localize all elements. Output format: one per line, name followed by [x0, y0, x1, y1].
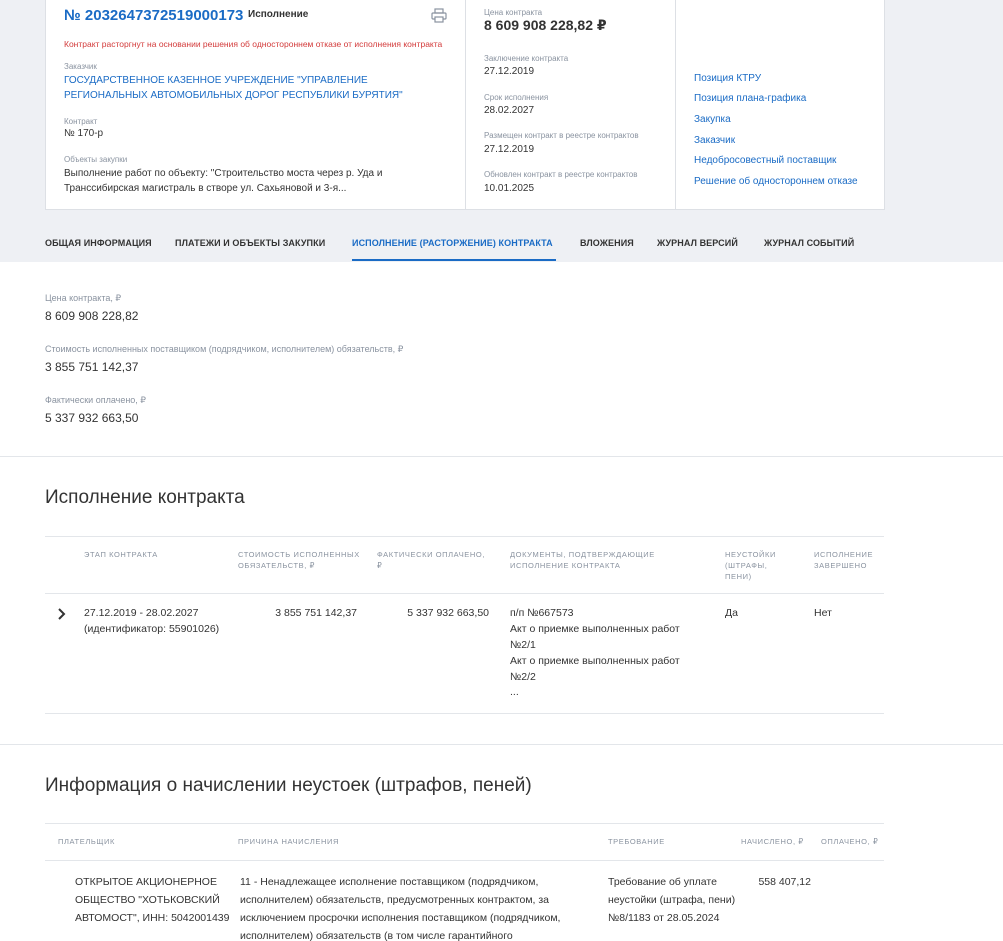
header-reason: ПРИЧИНА НАЧИСЛЕНИЯ [238, 837, 340, 846]
document-link-act-2-2[interactable]: Акт о приемке выполненных работ №2/2 [510, 655, 680, 683]
penalty-demand-link[interactable]: Требование об уплате неустойки (штрафа, пени) №8/1183 от 28.05.2024 [608, 876, 736, 924]
header-payer: ПЛАТЕЛЬЩИК [58, 837, 115, 846]
objects-value: Выполнение работ по объекту: "Строительство моста через р. Уда и Транссибирская магистраль в створе ул. Сахьяновой и 3-я... [64, 168, 383, 194]
contract-label: Контракт [64, 117, 98, 126]
deadline-label: Срок исполнения [484, 93, 549, 102]
execution-penalties: Да [725, 607, 738, 619]
execution-table-top-border [45, 536, 884, 537]
active-tab-underline [352, 259, 556, 261]
document-link-act-2-1[interactable]: Акт о приемке выполненных работ №2/1 [510, 623, 680, 651]
updated-label: Обновлен контракт в реестре контрактов [484, 170, 638, 179]
contract-summary [465, 0, 675, 209]
execution-stage: 27.12.2019 - 28.02.2027 (идентификатор: 55901026) [84, 607, 220, 635]
section-divider [0, 456, 1003, 457]
link-plan-schedule-position[interactable]: Позиция плана-графика [694, 93, 807, 104]
header-accrued: НАЧИСЛЕНО, ₽ [741, 837, 804, 846]
execution-completed: Нет [814, 607, 832, 619]
updated-value: 10.01.2025 [484, 183, 535, 194]
placed-value: 27.12.2019 [484, 144, 535, 155]
execution-header-bottom-border [45, 593, 884, 594]
price-label: Цена контракта [484, 8, 543, 17]
finance-price-value: 8 609 908 228,82 [45, 309, 139, 323]
link-unilateral-refusal[interactable]: Решение об одностороннем отказе [694, 176, 858, 187]
conclusion-label: Заключение контракта [484, 54, 569, 63]
termination-note: Контракт расторгнут на основании решения об одностороннем отказе от исполнения контракта [64, 39, 443, 49]
header-penalties: НЕУСТОЙКИ (ШТРАФЫ, ПЕНИ) [725, 550, 776, 581]
finance-executed-label: Стоимость исполненных поставщиком (подрядчиком, исполнителем) обязательств, ₽ [45, 344, 404, 354]
finance-paid-label: Фактически оплачено, ₽ [45, 395, 147, 405]
registry-number-link[interactable]: № 2032647372519000173 [64, 7, 244, 24]
related-links [675, 0, 885, 209]
penalties-table-top-border [45, 823, 884, 824]
header-completed: ИСПОЛНЕНИЕ ЗАВЕРШЕНО [814, 550, 874, 570]
execution-paid: 5 337 932 663,50 [407, 607, 489, 619]
conclusion-value: 27.12.2019 [484, 66, 535, 77]
penalty-accrued: 558 407,12 [758, 876, 811, 888]
documents-more[interactable]: ... [510, 686, 519, 698]
header-stage: ЭТАП КОНТРАКТА [84, 550, 158, 559]
header-paid: ФАКТИЧЕСКИ ОПЛАЧЕНО, ₽ [377, 550, 486, 570]
document-link-payment-order[interactable]: п/п №667573 [510, 607, 574, 619]
tab-attachments[interactable]: ВЛОЖЕНИЯ [580, 238, 634, 248]
print-icon[interactable] [431, 8, 447, 23]
tab-execution[interactable]: ИСПОЛНЕНИЕ (РАСТОРЖЕНИЕ) КОНТРАКТА [352, 238, 553, 248]
placed-label: Размещен контракт в реестре контрактов [484, 131, 639, 140]
link-customer[interactable]: Заказчик [694, 135, 736, 146]
chevron-right-icon[interactable] [57, 608, 67, 620]
penalties-section-title: Информация о начислении неустоек (штрафов, пеней) [45, 775, 532, 796]
link-purchase[interactable]: Закупка [694, 114, 731, 125]
objects-label: Объекты закупки [64, 155, 128, 164]
customer-name-link[interactable]: ГОСУДАРСТВЕННОЕ КАЗЕННОЕ УЧРЕЖДЕНИЕ "УПРАВЛЕНИЕ РЕГИОНАЛЬНЫХ АВТОМОБИЛЬНЫХ ДОРОГ РЕСПУБЛИКИ БУРЯТИЯ" [64, 75, 403, 101]
tab-general-info[interactable]: ОБЩАЯ ИНФОРМАЦИЯ [45, 238, 152, 248]
status-label: Исполнение [248, 9, 309, 20]
link-ktru-position[interactable]: Позиция КТРУ [694, 73, 762, 84]
section-divider [0, 744, 1003, 745]
penalty-reason: 11 - Ненадлежащее исполнение поставщиком (подрядчиком, исполнителем) обязательств, предусмотренных контрактом, за исключением просрочки исполнения поставщиком (подрядчиком, исполнителем) обязательств (в том числе гарантийного [240, 876, 561, 941]
finance-price-label: Цена контракта, ₽ [45, 293, 122, 303]
deadline-value: 28.02.2027 [484, 105, 535, 116]
customer-label: Заказчик [64, 62, 97, 71]
contract-card [45, 0, 885, 210]
contract-main-info [46, 0, 465, 209]
header-demand: ТРЕБОВАНИЕ [608, 837, 665, 846]
finance-executed-value: 3 855 751 142,37 [45, 360, 139, 374]
penalties-header-bottom-border [45, 860, 884, 861]
link-unfair-supplier[interactable]: Недобросовестный поставщик [694, 155, 837, 166]
tab-payments[interactable]: ПЛАТЕЖИ И ОБЪЕКТЫ ЗАКУПКИ [175, 238, 326, 248]
contract-value: № 170-р [64, 128, 104, 139]
header-cost: СТОИМОСТЬ ИСПОЛНЕННЫХ ОБЯЗАТЕЛЬСТВ, ₽ [238, 550, 360, 570]
execution-cost: 3 855 751 142,37 [275, 607, 357, 619]
tab-event-log[interactable]: ЖУРНАЛ СОБЫТИЙ [764, 238, 855, 248]
header-documents: ДОКУМЕНТЫ, ПОДТВЕРЖДАЮЩИЕ ИСПОЛНЕНИЕ КОНТРАКТА [510, 550, 655, 570]
execution-section-title: Исполнение контракта [45, 487, 245, 508]
header-paid-amount: ОПЛАЧЕНО, ₽ [821, 837, 879, 846]
tab-version-log[interactable]: ЖУРНАЛ ВЕРСИЙ [657, 238, 738, 248]
price-value: 8 609 908 228,82 ₽ [484, 17, 607, 33]
execution-row-bottom-border [45, 713, 884, 714]
penalty-payer: ОТКРЫТОЕ АКЦИОНЕРНОЕ ОБЩЕСТВО "ХОТЬКОВСКИЙ АВТОМОСТ", ИНН: 5042001439 [75, 876, 230, 924]
finance-paid-value: 5 337 932 663,50 [45, 411, 139, 425]
